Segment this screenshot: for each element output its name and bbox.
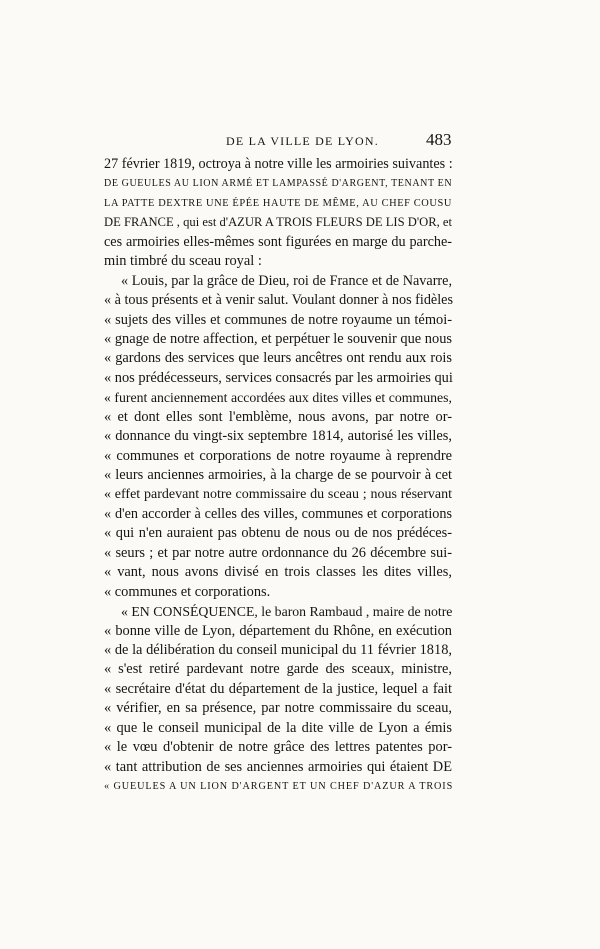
text-line: « donnance du vingt-six septembre 1814, autorisé les villes,	[104, 428, 452, 445]
text-line: « tant attribution de ses anciennes armoiries qui étaient DE	[104, 758, 452, 775]
text-line: « d'en accorder à celles des villes, communes et corporations	[104, 505, 452, 522]
text-line: « s'est retiré pardevant notre garde des sceaux, ministre,	[104, 661, 452, 678]
body-text	[104, 155, 452, 796]
text-line: « seurs ; et par notre autre ordonnance du 26 décembre sui-	[104, 544, 452, 561]
text-line: « gardons des services que leurs ancêtres ont rendu aux rois	[104, 350, 452, 367]
text-line: min timbré du sceau royal :	[104, 253, 262, 270]
text-line: « communes et corporations.	[104, 583, 271, 600]
text-line: « gnage de notre affection, et perpétuer le souvenir que nous	[104, 330, 452, 347]
text-line: « le vœu d'obtenir de notre grâce des lettres patentes por-	[104, 739, 452, 756]
text-line: « leurs anciennes armoiries, à la charge de se pourvoir à cet	[104, 467, 452, 483]
text-line: « de la délibération du conseil municipal du 11 février 1818,	[104, 641, 452, 658]
text-line: « furent anciennement accordées aux dites villes et communes,	[104, 390, 452, 406]
text-line: « sujets des villes et communes de notre royaume un témoi-	[104, 311, 452, 328]
page-number: 483	[426, 130, 452, 149]
text-line: « et dont elles sont l'emblème, nous avons, par notre or-	[104, 408, 452, 425]
text-line: « GUEULES A UN LION D'ARGENT ET UN CHEF D'AZUR A TROIS	[104, 781, 454, 792]
text-line: « qui n'en auraient pas obtenu de nous ou de nos prédéces-	[104, 525, 452, 542]
text-line: « bonne ville de Lyon, département du Rhône, en exécution	[104, 622, 452, 639]
text-line: « que le conseil municipal de la dite ville de Lyon a émis	[104, 719, 452, 736]
text-line: « communes et corporations de notre royaume à reprendre	[104, 447, 452, 464]
text-line: LA PATTE DEXTRE UNE ÉPÉE HAUTE DE MÊME, AU CHEF COUSU	[104, 197, 452, 209]
text-line: DE FRANCE , qui est d'AZUR A TROIS FLEURS DE LIS D'OR, et	[104, 215, 452, 230]
text-line: « vant, nous avons divisé en trois classes les dites villes,	[104, 564, 452, 581]
text-line: « Louis, par la grâce de Dieu, roi de France et de Navarre,	[121, 272, 452, 289]
text-line: « secrétaire d'état du département de la justice, lequel a fait	[104, 680, 452, 697]
text-line: « EN CONSÉQUENCE, le baron Rambaud , maire de notre	[121, 604, 453, 620]
text-line: ces armoiries elles-mêmes sont figurées en marge du parche-	[104, 233, 452, 250]
text-line: « effet pardevant notre commissaire du sceau ; nous réservant	[104, 487, 452, 503]
text-line: « nos prédécesseurs, services consacrés par les armoiries qui	[104, 369, 453, 386]
text-line: DE GUEULES AU LION ARMÉ ET LAMPASSÉ D'ARGENT, TENANT EN	[104, 178, 453, 190]
text-line: 27 février 1819, octroya à notre ville les armoiries suivantes :	[104, 156, 453, 172]
text-line: « vérifier, en sa présence, par notre commissaire du sceau,	[104, 700, 452, 717]
text-line: « à tous présents et à venir salut. Voulant donner à nos fidèles	[104, 292, 453, 309]
running-head: DE LA VILLE DE LYON.	[226, 134, 379, 148]
